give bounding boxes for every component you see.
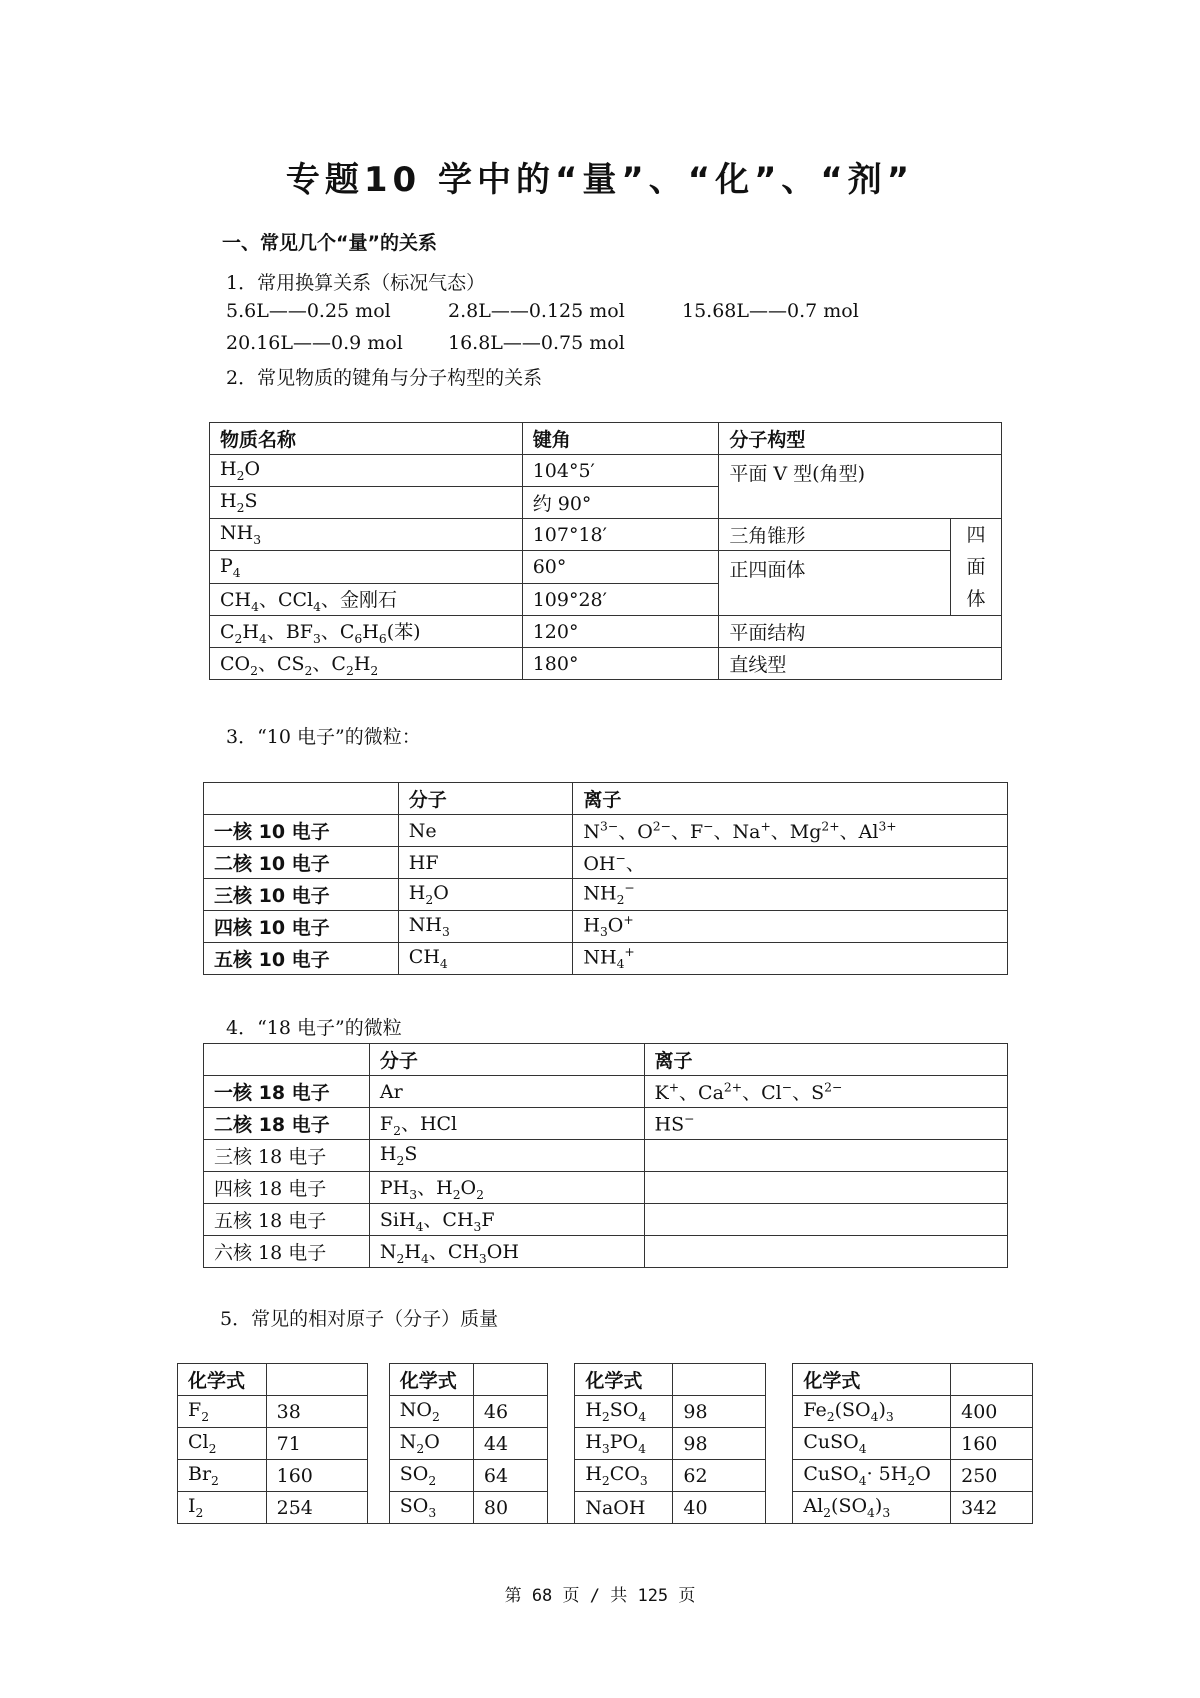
ion-cell: $NH_4^+$ (573, 943, 1008, 975)
formula-cell: CuSO$_4$ (793, 1428, 951, 1460)
formula-cell: $Br_2$ (178, 1460, 267, 1492)
substance-name: $H_2O$ (210, 455, 523, 487)
formula-cell: $SO_3$ (389, 1492, 473, 1524)
row-header: 一核 10 电子 (204, 815, 399, 847)
formula-cell: $H_3PO_4$ (575, 1428, 673, 1460)
mass-value: 160 (951, 1428, 1033, 1460)
row-header: 四核 10 电子 (204, 911, 399, 943)
ion-cell (644, 1236, 1008, 1268)
mass-value: 250 (951, 1460, 1033, 1492)
conversion-item: 15.68L——0.7 mol (682, 300, 859, 322)
row-header: 三核 18 电子 (204, 1140, 370, 1172)
bond-angle: 104°5′ (522, 455, 719, 487)
molecule-cell: HF (398, 847, 573, 879)
row-header: 一核 18 电子 (204, 1076, 370, 1108)
bond-angle: 120° (522, 616, 719, 648)
page-title: 专题10 学中的“量”、“化”、“剂” (285, 160, 915, 200)
mass-value: 46 (473, 1396, 547, 1428)
molecule-cell: $NH_3$ (398, 911, 573, 943)
substance-name: $C_2H_4$、$BF_3$、$C_6H_6$(苯) (210, 616, 523, 648)
mass-value: 38 (266, 1396, 367, 1428)
value-header (473, 1364, 547, 1396)
column-gap (766, 1492, 793, 1524)
molecule-cell: $H_2O$ (398, 879, 573, 911)
value-header (266, 1364, 367, 1396)
substance-name: $H_2S$ (210, 487, 523, 519)
column-gap (548, 1396, 575, 1428)
col-header: 物质名称 (210, 423, 523, 455)
page-footer: 第 68 页 / 共 125 页 (504, 1586, 696, 1606)
col-header: 化学式 (575, 1364, 673, 1396)
substance-name: $CH_4$、CCl$_4$、金刚石 (210, 584, 523, 616)
formula-cell: $Cl_2$ (178, 1428, 267, 1460)
molecule-cell: SiH$_4$、$CH_3F$ (369, 1204, 644, 1236)
mass-value: 80 (473, 1492, 547, 1524)
row-header: 五核 10 电子 (204, 943, 399, 975)
row-header: 五核 18 电子 (204, 1204, 370, 1236)
bond-angle: 107°18′ (522, 519, 719, 551)
row-header: 二核 18 电子 (204, 1108, 370, 1140)
row-header: 二核 10 电子 (204, 847, 399, 879)
molecular-shape: 直线型 (719, 648, 1002, 680)
mass-value: 342 (951, 1492, 1033, 1524)
subheading-relative-mass: 5．常见的相对原子（分子）质量 (220, 1308, 499, 1330)
col-header: 分子 (369, 1044, 644, 1076)
ten-electron-table (203, 782, 1008, 975)
bond-angle: 180° (522, 648, 719, 680)
column-gap (367, 1428, 389, 1460)
tetrahedral-label: 四 面 体 (951, 519, 1002, 616)
mass-value: 71 (266, 1428, 367, 1460)
molecular-shape: 正四面体 (719, 551, 951, 616)
formula-cell: CuSO$_4$· $5H_2O$ (793, 1460, 951, 1492)
ion-cell: $NH_2^-$ (573, 879, 1008, 911)
corner-cell (204, 783, 399, 815)
formula-cell: $SO_2$ (389, 1460, 473, 1492)
formula-cell: $H_2CO_3$ (575, 1460, 673, 1492)
corner-cell (204, 1044, 370, 1076)
substance-name: $CO_2$、$CS_2$、$C_2H_2$ (210, 648, 523, 680)
mass-value: 400 (951, 1396, 1033, 1428)
substance-name: $NH_3$ (210, 519, 523, 551)
formula-cell: NaOH (575, 1492, 673, 1524)
col-header: 化学式 (389, 1364, 473, 1396)
conversion-item: 20.16L——0.9 mol (226, 332, 403, 354)
ion-cell (644, 1140, 1008, 1172)
relative-mass-table (177, 1363, 1033, 1524)
molecule-cell: Ne (398, 815, 573, 847)
bond-angle-table (209, 422, 1002, 680)
bond-angle: 约 90° (522, 487, 719, 519)
row-header: 四核 18 电子 (204, 1172, 370, 1204)
subheading-10-electron: 3．“10 电子”的微粒： (226, 726, 421, 748)
column-gap (766, 1428, 793, 1460)
molecule-cell: $F_2$、HCl (369, 1108, 644, 1140)
formula-cell: $I_2$ (178, 1492, 267, 1524)
mass-value: 40 (673, 1492, 766, 1524)
mass-value: 98 (673, 1428, 766, 1460)
ion-cell: OH−、 (573, 847, 1008, 879)
molecular-shape: 平面结构 (719, 616, 1002, 648)
formula-cell: $N_2O$ (389, 1428, 473, 1460)
ion-cell: $N^{3-}$、$O^{2-}$、F−、Na+、$Mg^{2+}$、$Al^{3+}$ (573, 815, 1008, 847)
column-gap (548, 1428, 575, 1460)
mass-value: 98 (673, 1396, 766, 1428)
conversion-item: 16.8L——0.75 mol (448, 332, 625, 354)
eighteen-electron-table (203, 1043, 1008, 1268)
ion-cell: $H_3O^+$ (573, 911, 1008, 943)
column-gap (367, 1460, 389, 1492)
col-header: 分子构型 (719, 423, 1002, 455)
column-gap (766, 1460, 793, 1492)
mass-value: 64 (473, 1460, 547, 1492)
formula-cell: $F_2$ (178, 1396, 267, 1428)
formula-cell: $Fe_2(SO_4)_3$ (793, 1396, 951, 1428)
ion-cell: HS− (644, 1108, 1008, 1140)
conversion-item: 2.8L——0.125 mol (448, 300, 625, 322)
column-gap (367, 1396, 389, 1428)
col-header: 键角 (522, 423, 719, 455)
col-header: 离子 (644, 1044, 1008, 1076)
ion-cell (644, 1204, 1008, 1236)
column-gap (548, 1364, 575, 1396)
column-gap (367, 1364, 389, 1396)
mass-value: 254 (266, 1492, 367, 1524)
col-header: 分子 (398, 783, 573, 815)
molecular-shape: 平面 V 型(角型) (719, 455, 1002, 519)
substance-name: $P_4$ (210, 551, 523, 584)
column-gap (548, 1460, 575, 1492)
ion-cell (644, 1172, 1008, 1204)
subheading-conversion: 1．常用换算关系（标况气态） (226, 272, 486, 294)
molecule-cell: $CH_4$ (398, 943, 573, 975)
col-header: 离子 (573, 783, 1008, 815)
mass-value: 44 (473, 1428, 547, 1460)
ion-cell: K+、$Ca^{2+}$、Cl−、$S^{2-}$ (644, 1076, 1008, 1108)
col-header: 化学式 (178, 1364, 267, 1396)
row-header: 三核 10 电子 (204, 879, 399, 911)
formula-cell: $H_2SO_4$ (575, 1396, 673, 1428)
formula-cell: $Al_2(SO_4)_3$ (793, 1492, 951, 1524)
molecular-shape: 三角锥形 (719, 519, 951, 551)
subheading-18-electron: 4．“18 电子”的微粒 (226, 1017, 402, 1039)
mass-value: 62 (673, 1460, 766, 1492)
col-header: 化学式 (793, 1364, 951, 1396)
conversion-item: 5.6L——0.25 mol (226, 300, 391, 322)
column-gap (367, 1492, 389, 1524)
section-heading-1: 一、常见几个“量”的关系 (222, 232, 437, 254)
row-header: 六核 18 电子 (204, 1236, 370, 1268)
column-gap (766, 1364, 793, 1396)
bond-angle: 60° (522, 551, 719, 584)
column-gap (766, 1396, 793, 1428)
molecule-cell: $PH_3$、$H_2O_2$ (369, 1172, 644, 1204)
formula-cell: $NO_2$ (389, 1396, 473, 1428)
value-header (951, 1364, 1033, 1396)
mass-value: 160 (266, 1460, 367, 1492)
bond-angle: 109°28′ (522, 584, 719, 616)
value-header (673, 1364, 766, 1396)
molecule-cell: Ar (369, 1076, 644, 1108)
column-gap (548, 1492, 575, 1524)
molecule-cell: $N_2H_4$、$CH_3OH$ (369, 1236, 644, 1268)
molecule-cell: $H_2S$ (369, 1140, 644, 1172)
subheading-bond-angle: 2．常见物质的键角与分子构型的关系 (226, 367, 543, 389)
